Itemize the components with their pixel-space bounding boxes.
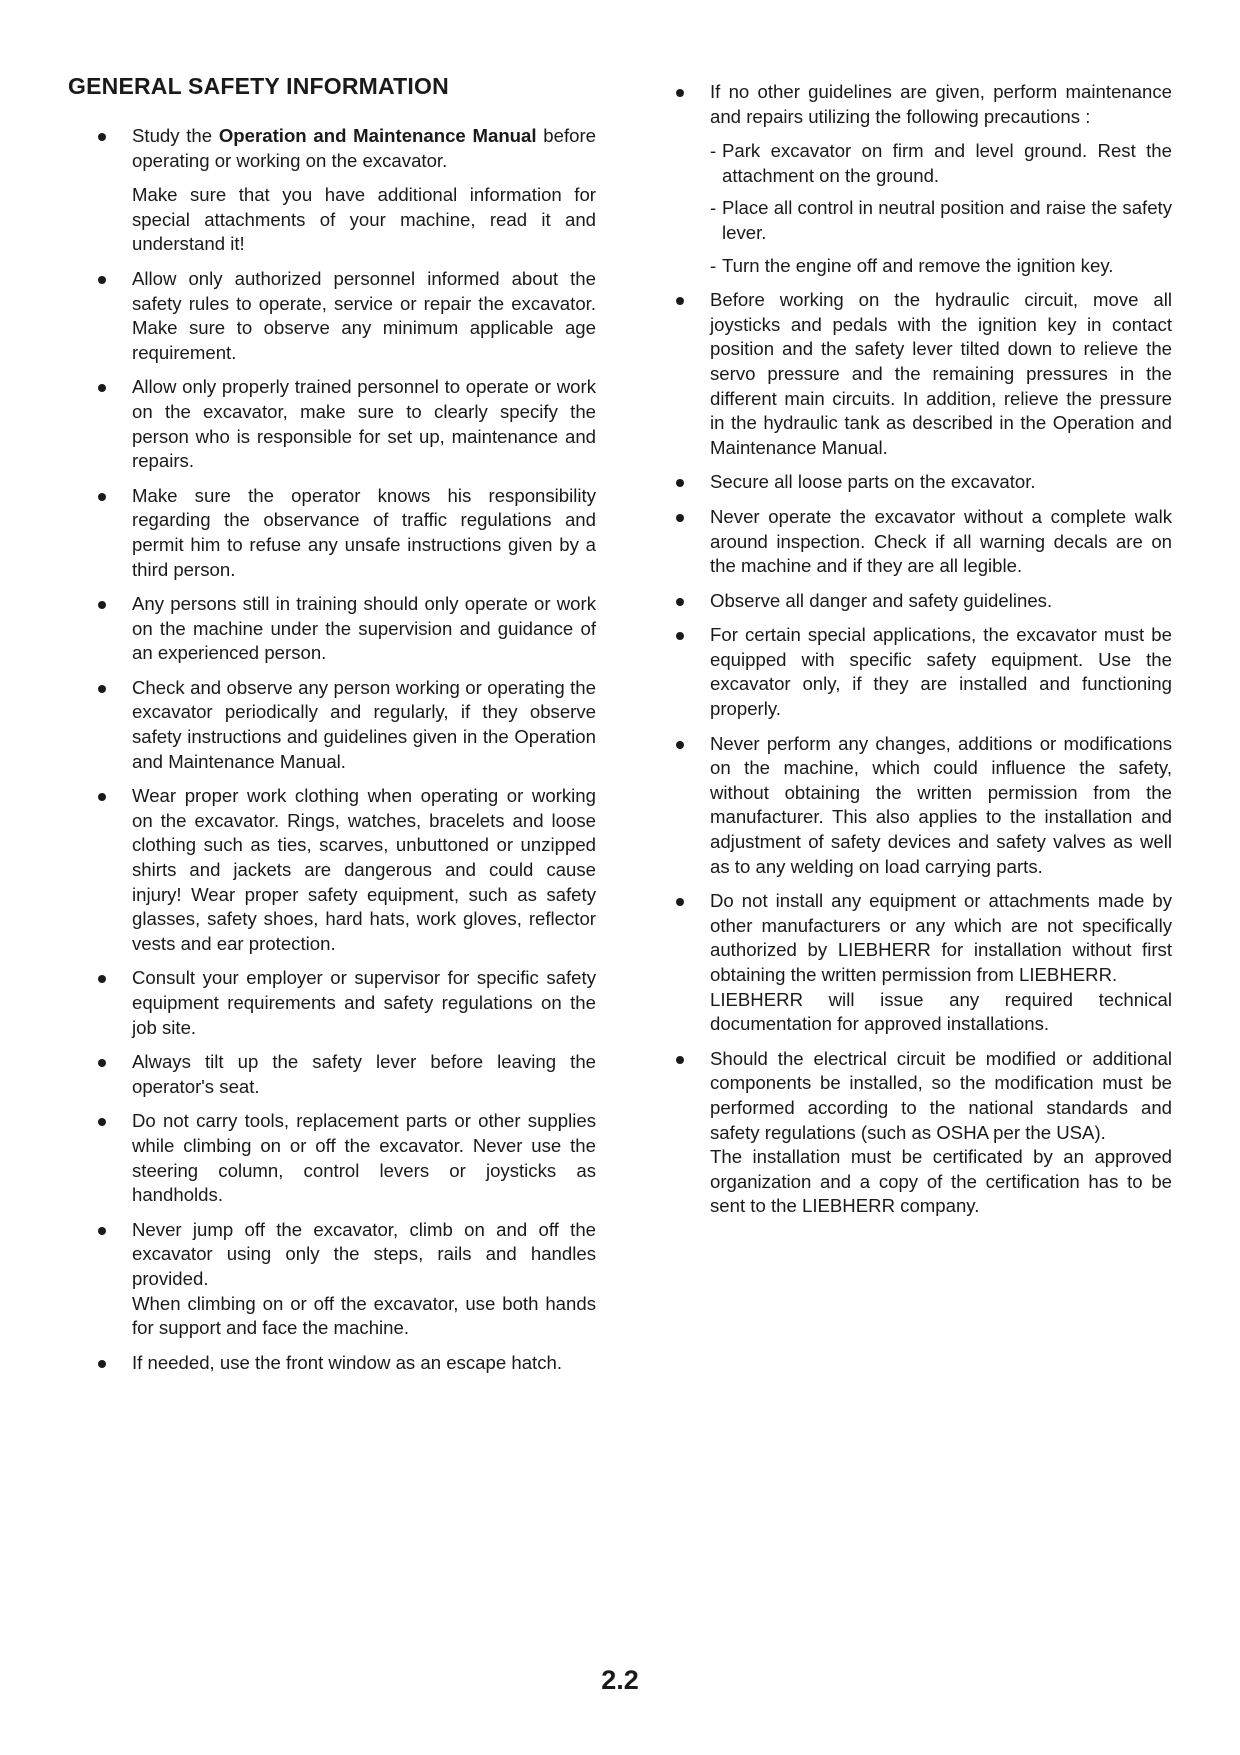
left-column xyxy=(88,124,596,1385)
manual-title: Operation and Maintenance Manual xyxy=(218,125,537,146)
list-item xyxy=(88,375,596,473)
bullet-icon xyxy=(98,685,106,693)
item-text: Make sure the operator knows his responsibility regarding the observance of traffic regulations and permit him to refuse any unsafe instructions given by a third person. xyxy=(132,484,596,580)
bullet-icon xyxy=(98,276,106,284)
list-item xyxy=(666,505,1172,579)
precaution-item xyxy=(710,254,1172,279)
bullet-icon xyxy=(98,601,106,609)
item-text: For certain special applications, the excavator must be equipped with specific safety equipment. Use the excavator only, if they are installed and functioning properly. xyxy=(710,624,1172,720)
bullet-icon xyxy=(98,793,106,801)
item-text-part: Study the xyxy=(132,125,219,146)
item-text: Do not install any equipment or attachments made by other manufacturers or any which are not specifically authorized by LIEBHERR for installation without first obtaining the written permission from LIEBHERR. xyxy=(710,890,1172,985)
list-item xyxy=(88,966,596,1040)
list-item xyxy=(666,623,1172,721)
item-text: When climbing on or off the excavator, use both hands for support and face the machine. xyxy=(132,1292,596,1339)
item-text: Do not carry tools, replacement parts or other supplies while climbing on or off the excavator. Never use the steering column, control levers or joysticks as handholds. xyxy=(132,1110,596,1206)
bullet-icon xyxy=(98,975,106,983)
bullet-icon xyxy=(676,479,684,487)
dash-marker: - xyxy=(710,254,717,276)
item-text: Always tilt up the safety lever before leaving the operator's seat. xyxy=(132,1051,596,1097)
item-text: The installation must be certificated by an approved organization and a copy of the certification has to be sent to the LIEBHERR company. xyxy=(710,1146,1172,1217)
page-number: 2.2 xyxy=(601,1665,639,1695)
item-text: Before working on the hydraulic circuit, move all joysticks and pedals with the ignition key in contact position and the safety lever tilted down to relieve the servo pressure and the remaining pressures in the different main circuits. In addition, relieve the pressure in the hydraulic tank as described in the Operation and Maintenance Manual. xyxy=(710,289,1172,458)
item-text xyxy=(132,124,596,173)
precaution-text: Turn the engine off and remove the ignition key. xyxy=(722,254,1114,276)
bullet-icon xyxy=(676,1056,684,1064)
item-text: Observe all danger and safety guidelines. xyxy=(710,589,1053,611)
list-item xyxy=(88,484,596,582)
item-text: Never jump off the excavator, climb on and off the excavator using only the steps, rails and handles provided. xyxy=(132,1218,596,1289)
item-text: Consult your employer or supervisor for specific safety equipment requirements and safety regulations on the job site. xyxy=(132,967,596,1038)
item-text: If no other guidelines are given, perform maintenance and repairs utilizing the following precautions : xyxy=(710,81,1172,127)
list-item xyxy=(88,1218,596,1341)
item-text: LIEBHERR will issue any required technical documentation for approved installations. xyxy=(710,988,1172,1035)
item-text: Never operate the excavator without a complete walk around inspection. Check if all warning decals are on the machine and if they are all legible. xyxy=(710,505,1172,577)
item-text-part: before operating or working on the excavator. xyxy=(132,125,597,171)
list-item xyxy=(88,1050,596,1099)
bullet-icon xyxy=(676,632,684,640)
list-item xyxy=(666,889,1172,1037)
bullet-icon xyxy=(98,1059,106,1067)
bullet-icon xyxy=(98,1360,106,1368)
bullet-icon xyxy=(98,493,106,501)
dash-marker: - xyxy=(710,140,717,162)
list-item xyxy=(88,676,596,774)
precaution-item xyxy=(710,196,1172,245)
list-item xyxy=(666,470,1172,495)
list-item xyxy=(88,124,596,257)
precautions-list xyxy=(710,139,1172,278)
item-text: Wear proper work clothing when operating or working on the excavator. Rings, watches, bracelets and loose clothing such as ties, scarves, unbuttoned or unzipped shirts and jackets are dangerous and could cause injury! Wear proper safety equipment, such as safety glasses, safety shoes, hard hats, work gloves, reflector vests and ear protection. xyxy=(132,785,596,954)
bullet-icon xyxy=(98,1118,106,1126)
precaution-text: Park excavator on firm and level ground. Rest the attachment on the ground. xyxy=(722,140,1172,186)
list-item xyxy=(88,592,596,666)
bullet-icon xyxy=(676,514,684,522)
list-item xyxy=(666,80,1172,278)
bullet-icon xyxy=(98,1227,106,1235)
item-text: Allow only properly trained personnel to operate or work on the excavator, make sure to clearly specify the person who is responsible for set up, maintenance and repairs. xyxy=(132,376,596,472)
bullet-icon xyxy=(98,133,106,141)
item-text: Allow only authorized personnel informed about the safety rules to operate, service or repair the excavator. Make sure to observe any minimum applicable age requirement. xyxy=(132,267,596,363)
item-text: If needed, use the front window as an escape hatch. xyxy=(132,1351,563,1373)
list-item xyxy=(666,1047,1172,1219)
list-item xyxy=(666,732,1172,880)
item-text: Make sure that you have additional information for special attachments of your machine, read it and understand it! xyxy=(132,184,596,255)
bullet-icon xyxy=(676,898,684,906)
bullet-icon xyxy=(676,741,684,749)
list-item xyxy=(88,1109,596,1207)
list-item xyxy=(88,1351,596,1376)
list-item xyxy=(666,589,1172,614)
item-text: Secure all loose parts on the excavator. xyxy=(710,471,1036,493)
item-text: Never perform any changes, additions or modifications on the machine, which could influence the safety, without obtaining the written permission from the manufacturer. This also applies to the installation and adjustment of safety devices and safety valves as well as to any welding on load carrying parts. xyxy=(710,732,1172,877)
page-title: GENERAL SAFETY INFORMATION xyxy=(68,73,449,99)
item-text: Should the electrical circuit be modified or additional components be installed, so the modification must be performed according to the national standards and safety regulations (such as OSHA per the USA). xyxy=(710,1047,1172,1143)
list-item xyxy=(88,267,596,365)
precaution-text: Place all control in neutral position and raise the safety lever. xyxy=(722,197,1172,243)
precaution-item xyxy=(710,139,1172,188)
item-text: Any persons still in training should only operate or work on the machine under the supervision and guidance of an experienced person. xyxy=(132,593,596,664)
bullet-icon xyxy=(676,297,684,305)
item-text: Check and observe any person working or operating the excavator periodically and regularly, if they observe safety instructions and guidelines given in the Operation and Maintenance Manual. xyxy=(132,676,596,772)
bullet-icon xyxy=(676,598,684,606)
dash-marker: - xyxy=(710,197,717,219)
list-item xyxy=(88,784,596,956)
bullet-icon xyxy=(676,89,684,97)
list-item xyxy=(666,288,1172,460)
bullet-icon xyxy=(98,384,106,392)
right-column xyxy=(666,80,1172,1229)
